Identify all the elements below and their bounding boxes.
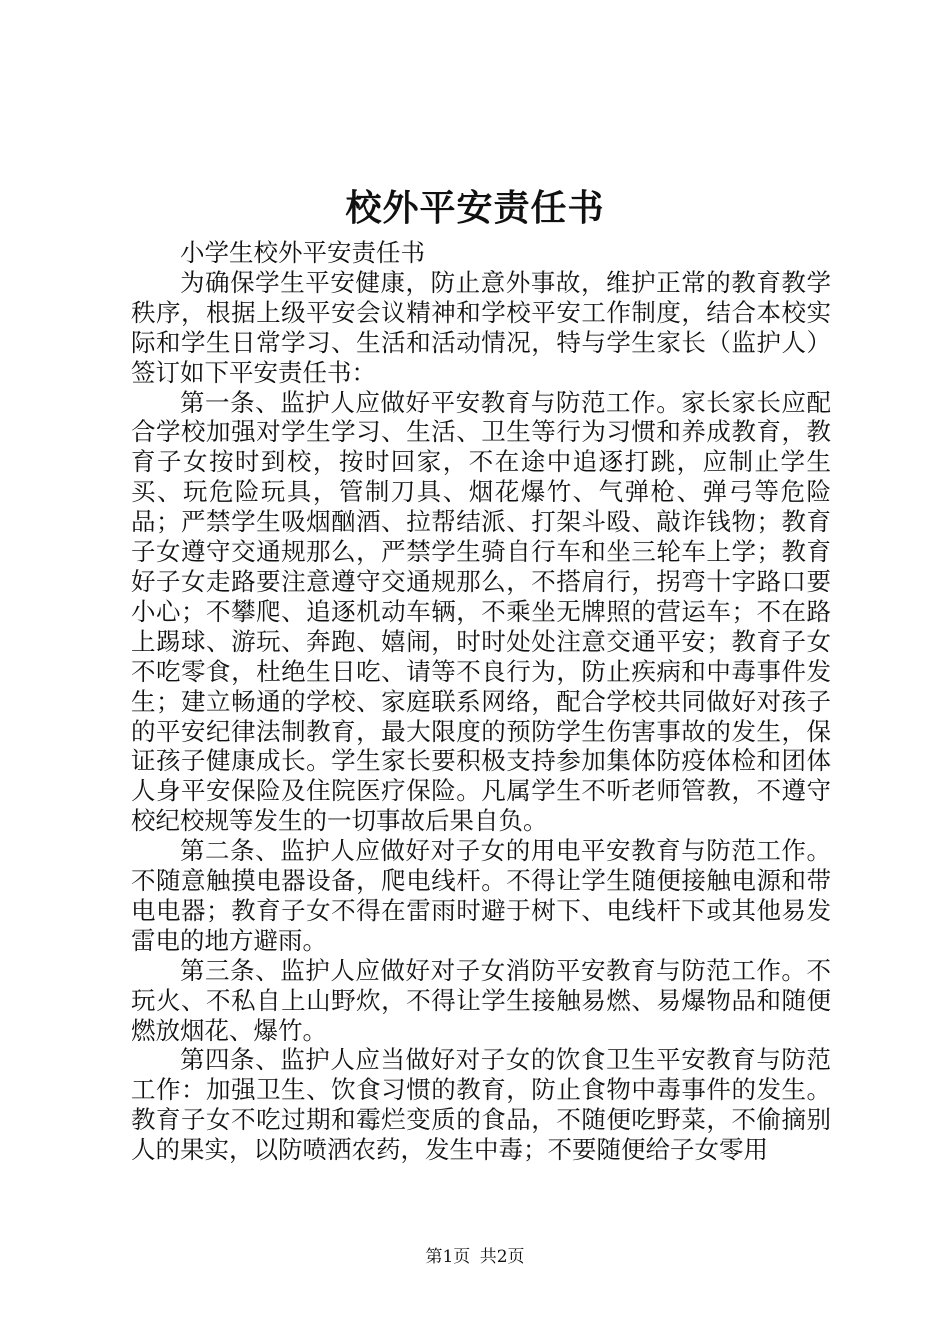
document-subtitle: 小学生校外平安责任书	[180, 238, 425, 267]
paragraph-article-2: 第二条、监护人应做好对子女的用电平安教育与防范工作。不随意触摸电器设备，爬电线杆。不得让学生随便接触电源和带电电器；教育子女不得在雷雨时避于树下、电线杆下或其他易发雷电的地方避雨。	[131, 836, 831, 955]
paragraph-article-4: 第四条、监护人应当做好对子女的饮食卫生平安教育与防范工作：加强卫生、饮食习惯的教育，防止食物中毒事件的发生。教育子女不吃过期和霉烂变质的食品，不随便吃野菜，不偷摘别人的果实，以防喷洒农药，发生中毒；不要随便给子女零用	[131, 1045, 831, 1165]
paragraph-intro: 为确保学生平安健康，防止意外事故，维护正常的教育教学秩序，根据上级平安会议精神和学校平安工作制度，结合本校实际和学生日常学习、生活和活动情况，特与学生家长（监护人）签订如下平安责任书：	[131, 267, 831, 387]
paragraph-article-3: 第三条、监护人应做好对子女消防平安教育与防范工作。不玩火、不私自上山野炊，不得让学生接触易燃、易爆物品和随便燃放烟花、爆竹。	[131, 955, 831, 1045]
document-body	[131, 238, 831, 1165]
document-title: 校外平安责任书	[345, 187, 605, 229]
page-number-footer: 第1页 共2页	[425, 1247, 525, 1267]
paragraph-article-1: 第一条、监护人应做好平安教育与防范工作。家长家长应配合学校加强对学生学习、生活、卫生等行为习惯和养成教育，教育子女按时到校，按时回家，不在途中追逐打跳，应制止学生买、玩危险玩具，管制刀具、烟花爆竹、气弹枪、弹弓等危险品；严禁学生吸烟酗酒、拉帮结派、打架斗殴、敲诈钱物；教育子女遵守交通规那么，严禁学生骑自行车和坐三轮车上学；教育好子女走路要注意遵守交通规那么，不搭肩行，拐弯十字路口要小心；不攀爬、追逐机动车辆，不乘坐无牌照的营运车；不在路上踢球、游玩、奔跑、嬉闹，时时处处注意交通平安；教育子女不吃零食，杜绝生日吃、请等不良行为，防止疾病和中毒事件发生；建立畅通的学校、家庭联系网络，配合学校共同做好对孩子的平安纪律法制教育，最大限度的预防学生伤害事故的发生，保证孩子健康成长。学生家长要积极支持参加集体防疫体检和团体人身平安保险及住院医疗保险。凡属学生不听老师管教，不遵守校纪校规等发生的一切事故后果自负。	[131, 387, 831, 836]
